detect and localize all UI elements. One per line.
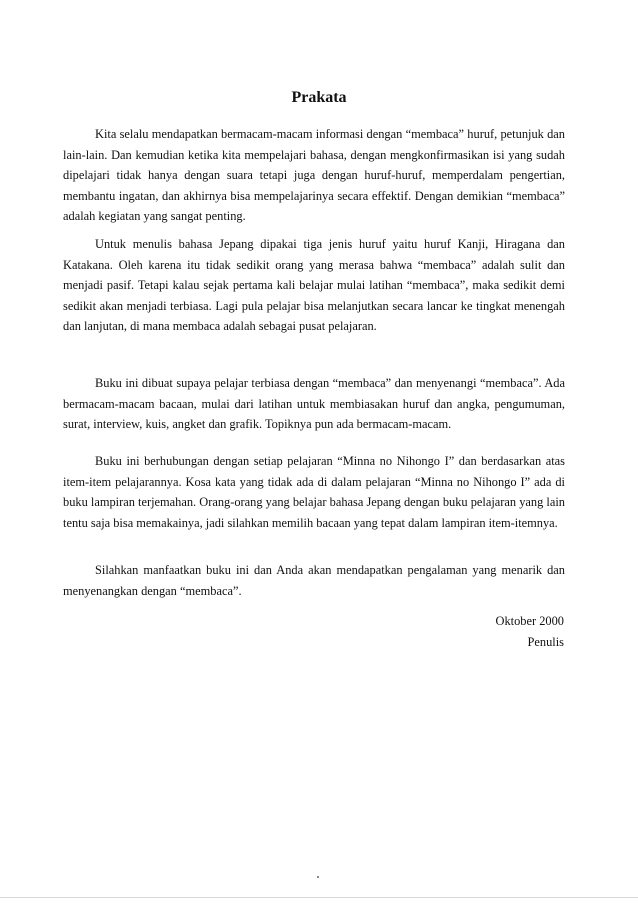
paragraph-4: Buku ini berhubungan dengan setiap pelajaran “Minna no Nihongo I” dan berdasarkan atas item-item pelajarannya. Kosa kata yang tidak ada di dalam pelajaran “Minna no Nihongo I” ada di buku lampiran terjemahan. Orang-orang yang belajar bahasa Jepang dengan buku pelajaran yang lain tentu saja bisa memakainya, jadi silahkan memilih bacaan yang tepat dalam lampiran item-itemnya. <box>63 454 565 530</box>
paragraph-2: Untuk menulis bahasa Jepang dipakai tiga jenis huruf yaitu huruf Kanji, Hiragana dan Katakana. Oleh karena itu tidak sedikit orang yang merasa bahwa “membaca” adalah sulit dan menjadi pasif. Tetapi kalau sejak pertama kali belajar mulai latihan “membaca”, maka sedikit demi sedikit akan menjadi terbiasa. Lagi pula pelajar bisa melanjutkan secara lancar ke tingkat menengah dan lanjutan, di mana membaca adalah sebagai pusat pelajaran. <box>63 237 565 333</box>
signature-author: Penulis <box>527 635 564 649</box>
paragraph-1: Kita selalu mendapatkan bermacam-macam informasi dengan “membaca” huruf, petunjuk dan lain-lain. Dan kemudian ketika kita mempelajari bahasa, dengan mengkonfirmasikan isi yang sudah dipelajari tidak hanya dengan suara tetapi juga dengan huruf-huruf, memperdalam pengertian, membantu ingatan, dan akhirnya bisa mempelajarinya secara effektif. Dengan demikian “membaca” adalah kegiatan yang sangat penting. <box>63 127 565 223</box>
paragraph-3: Buku ini dibuat supaya pelajar terbiasa dengan “membaca” dan menyenangi “membaca”. Ada bermacam-macam bacaan, mulai dari latihan untuk membiasakan huruf dan angka, pengumuman, surat, interview, kuis, angket dan grafik. Topiknya pun ada bermacam-macam. <box>63 376 565 431</box>
paragraph-5: Silahkan manfaatkan buku ini dan Anda akan mendapatkan pengalaman yang menarik dan menyenangkan dengan “membaca”. <box>63 563 565 598</box>
page-edge-divider <box>0 897 638 898</box>
signature-date: Oktober 2000 <box>495 614 564 628</box>
page-title: Prakata <box>291 89 347 106</box>
page-mark <box>317 876 319 878</box>
